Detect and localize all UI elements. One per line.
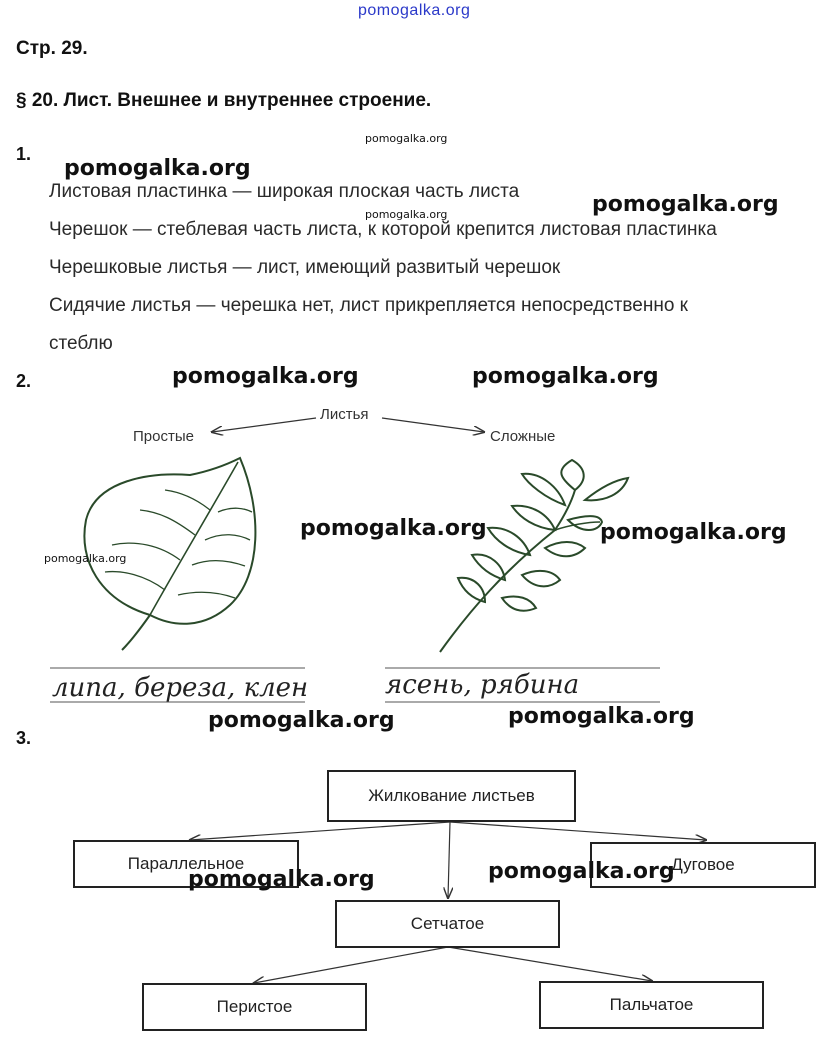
definition-2: Черешок — стеблевая часть листа, к которой крепится листовая пластинка (49, 219, 717, 240)
compound-leaf-drawing (440, 460, 628, 652)
section-title: § 20. Лист. Внешнее и внутреннее строение. (16, 90, 432, 111)
palmate-venation-box: Пальчатое (539, 981, 764, 1029)
arc-venation-box: Дуговое (590, 842, 816, 888)
definition-3: Черешковые листья — лист, имеющий развитый черешок (49, 257, 561, 278)
top-watermark: pomogalka.org (358, 2, 471, 19)
watermark: pomogalka.org (300, 516, 487, 541)
task-3-number: 3. (16, 728, 32, 748)
watermark: pomogalka.org (365, 208, 448, 221)
page-label: Стр. 29. (16, 38, 88, 59)
pinnate-venation-box: Перистое (142, 983, 367, 1031)
net-venation-box: Сетчатое (335, 900, 560, 948)
watermark: pomogalka.org (592, 192, 779, 217)
simple-leaves-label: Простые (133, 428, 194, 445)
definition-1: Листовая пластинка — широкая плоская часть листа (49, 181, 520, 202)
arrow-to-simple (212, 418, 316, 432)
watermark: pomogalka.org (508, 704, 695, 729)
simple-leaves-answer: липа, береза, клен (52, 673, 309, 703)
watermark: pomogalka.org (472, 364, 659, 389)
watermark: pomogalka.org (488, 859, 675, 884)
leaves-root-label: Листья (320, 406, 369, 423)
watermark: pomogalka.org (188, 867, 375, 892)
task-2-number: 2. (16, 371, 32, 391)
watermark: pomogalka.org (44, 552, 127, 565)
compound-leaves-answer: ясень, рябина (385, 670, 580, 700)
compound-leaves-label: Сложные (490, 428, 556, 445)
arrow-to-compound (382, 418, 484, 432)
definition-4-continued: стеблю (49, 333, 113, 354)
watermark: pomogalka.org (172, 364, 359, 389)
definition-4: Сидячие листья — черешка нет, лист прикрепляется непосредственно к (49, 295, 688, 316)
parallel-venation-box: Параллельное (73, 840, 299, 888)
venation-root-box: Жилкование листьев (327, 770, 576, 822)
watermark: pomogalka.org (600, 520, 787, 545)
watermark: pomogalka.org (365, 132, 448, 145)
task-1-number: 1. (16, 144, 32, 164)
watermark: pomogalka.org (208, 708, 395, 733)
watermark: pomogalka.org (64, 156, 251, 181)
